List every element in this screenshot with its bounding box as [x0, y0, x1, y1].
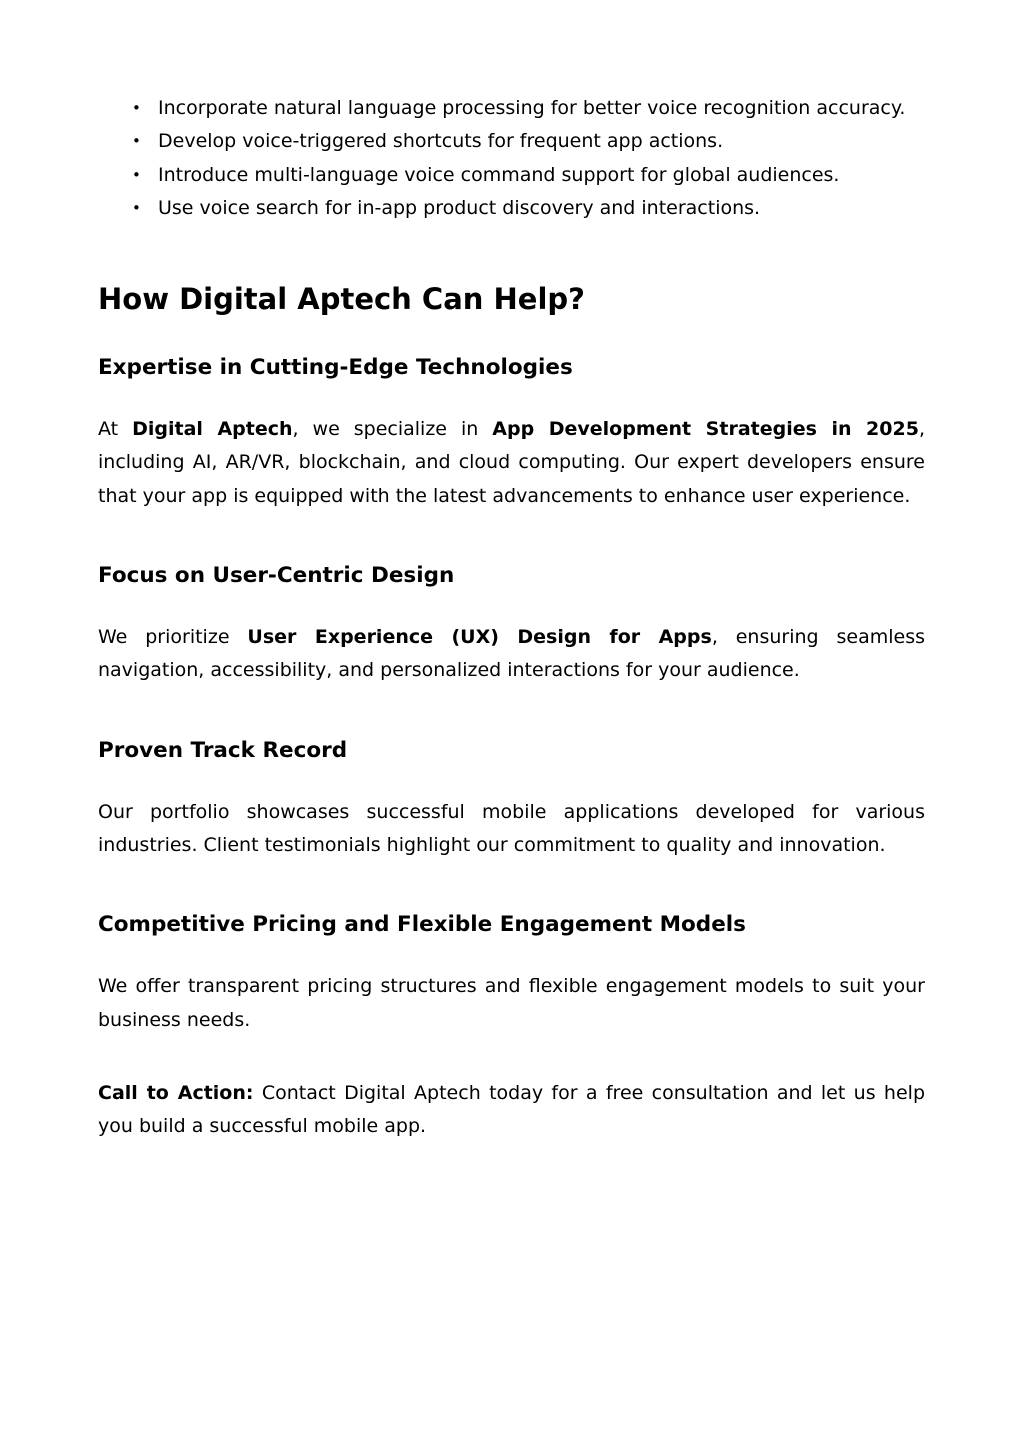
- focus-section: [98, 561, 925, 688]
- section-heading: Expertise in Cutting-Edge Technologies: [98, 355, 573, 381]
- list-item: [132, 192, 925, 225]
- list-item-text: Develop voice-triggered shortcuts for frequent app actions.: [158, 130, 724, 153]
- list-item-text: Use voice search for in-app product discovery and interactions.: [158, 196, 761, 219]
- cta-text: Contact Digital Aptech today for a free consultation and let us help you build a successful mobile app.: [98, 1081, 925, 1138]
- focus-paragraph: [98, 621, 925, 688]
- pricing-section: [98, 910, 925, 1037]
- section-heading: Competitive Pricing and Flexible Engagement Models: [98, 912, 746, 938]
- bullet-icon: •: [132, 165, 141, 184]
- pricing-paragraph: We offer transparent pricing structures and flexible engagement models to suit your business needs.: [98, 975, 925, 1031]
- bullet-icon: •: [132, 132, 141, 151]
- list-item-text: Incorporate natural language processing for better voice recognition accuracy.: [158, 97, 906, 119]
- track-record-paragraph: Our portfolio showcases successful mobile applications developed for various industries. Client testimonials highlight our commitment to quality and innovation.: [98, 800, 925, 856]
- text-run: , ensuring seamless navigation, accessibility, and personalized interactions for your audience.: [98, 626, 925, 682]
- company-name: Digital Aptech: [132, 418, 293, 441]
- expertise-section: [98, 353, 925, 513]
- bullet-icon: •: [132, 198, 141, 217]
- ux-highlight: User Experience (UX) Design for Apps: [247, 626, 712, 649]
- cta-label: Call to Action:: [98, 1081, 254, 1104]
- text-run: , including AI, AR/VR, blockchain, and cloud computing. Our expert developers ensure that your app is equipped with the latest advancements to enhance user experience.: [98, 418, 925, 507]
- list-item-text: Introduce multi-language voice command support for global audiences.: [158, 163, 840, 186]
- text-run: At: [98, 418, 133, 441]
- list-item: [132, 159, 925, 192]
- strategy-highlight: App Development Strategies in 2025: [492, 418, 919, 441]
- list-item: [132, 92, 925, 125]
- text-run: , we specialize in: [292, 418, 493, 441]
- text-run: We prioritize: [98, 626, 248, 649]
- list-item: [132, 125, 925, 158]
- page-title: How Digital Aptech Can Help?: [98, 282, 585, 317]
- section-heading: Focus on User-Centric Design: [98, 563, 455, 589]
- voice-features-list: [98, 92, 925, 225]
- document-page: [98, 92, 925, 1143]
- expertise-paragraph: [98, 413, 925, 513]
- section-heading: Proven Track Record: [98, 737, 348, 763]
- bullet-icon: •: [132, 99, 141, 117]
- call-to-action: [98, 1077, 925, 1144]
- track-record-section: [98, 736, 925, 863]
